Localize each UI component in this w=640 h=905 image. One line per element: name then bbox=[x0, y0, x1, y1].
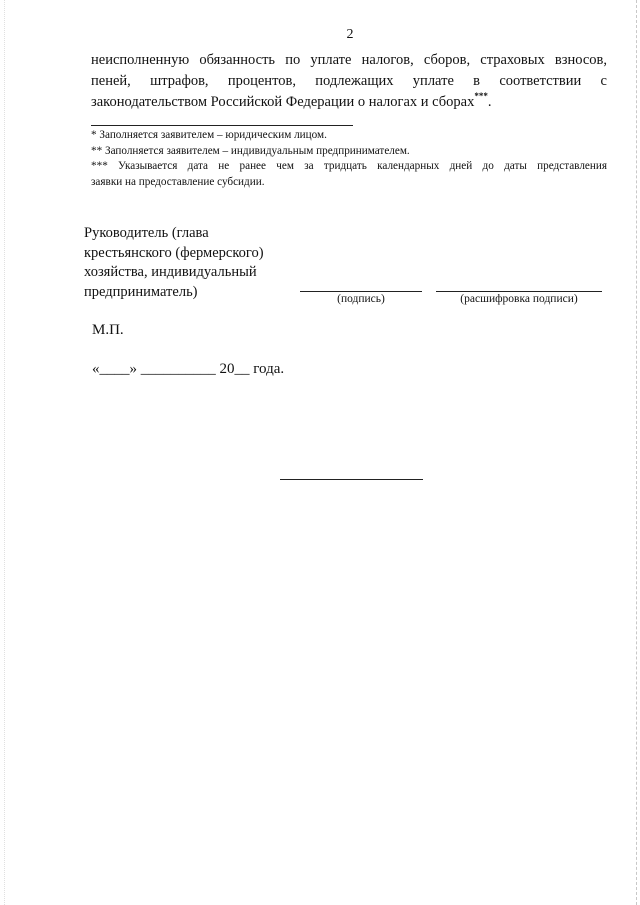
scan-edge-left bbox=[4, 0, 5, 905]
footnotes bbox=[91, 128, 607, 190]
signer-title-line-2: крестьянского (фермерского) bbox=[84, 244, 264, 261]
footnote-3: *** Указывается дата не ранее чем за тридцать календарных дней до даты представления bbox=[91, 160, 607, 172]
signer-title-line-1: Руководитель (глава bbox=[84, 225, 209, 241]
signer-title bbox=[84, 224, 304, 302]
main-paragraph bbox=[91, 50, 607, 113]
paragraph-line-2: пеней, штрафов, процентов, подлежащих уплате в соответствии с bbox=[91, 73, 607, 89]
scan-edge-right bbox=[636, 0, 637, 905]
date-line[interactable]: «____» __________ 20__ года. bbox=[92, 361, 285, 377]
signer-title-line-4: предприниматель) bbox=[84, 283, 198, 300]
page-number: 2 bbox=[346, 27, 354, 42]
signer-title-line-3: хозяйства, индивидуальный bbox=[84, 264, 257, 280]
signature-line[interactable] bbox=[300, 291, 422, 292]
footnote-1: * Заполняется заявителем – юридическим лицом. bbox=[91, 129, 327, 141]
paragraph-line-1: неисполненную обязанность по уплате налогов, сборов, страховых взносов, bbox=[91, 52, 607, 68]
paragraph-line-3-text: законодательством Российской Федерации о налогах и сборах bbox=[91, 94, 475, 110]
footnote-separator bbox=[91, 125, 353, 126]
footnote-reference-marks: *** bbox=[474, 91, 488, 101]
signature-decoding-line[interactable] bbox=[436, 291, 602, 292]
footnote-2: ** Заполняется заявителем – индивидуальным предпринимателем. bbox=[91, 144, 410, 157]
paragraph-ending: . bbox=[487, 94, 492, 110]
stamp-place-mark: М.П. bbox=[92, 322, 124, 338]
signature-caption: (подпись) bbox=[337, 293, 385, 305]
end-of-document-rule bbox=[280, 479, 423, 480]
footnote-3-continued: заявки на предоставление субсидии. bbox=[91, 175, 265, 188]
paragraph-line-3 bbox=[91, 92, 607, 113]
signature-decoding-caption: (расшифровка подписи) bbox=[460, 293, 578, 305]
